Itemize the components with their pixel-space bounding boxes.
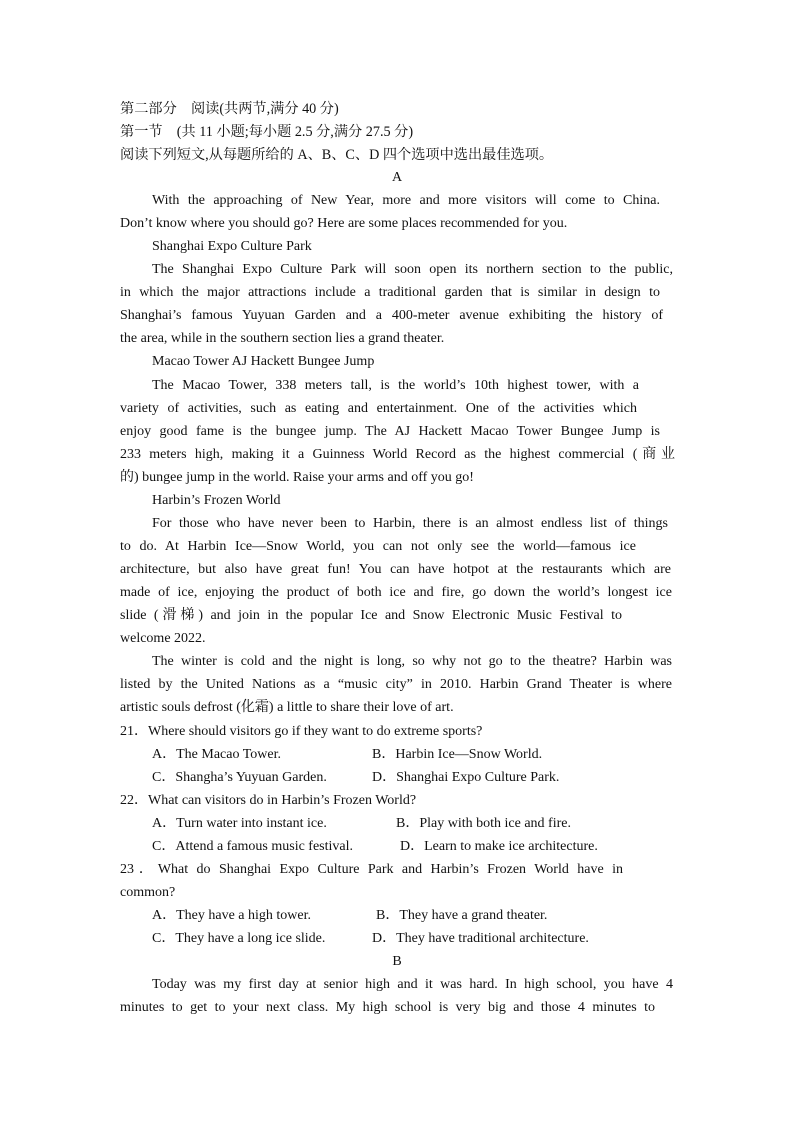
paragraph-line: in which the major attractions include a traditional garden that is similar in design to: [120, 285, 660, 300]
question-23-option-b: B．They have a grand theater.: [376, 908, 548, 923]
section-title-shanghai: Shanghai Expo Culture Park: [152, 239, 312, 254]
section-heading: 第一节 (共 11 小题;每小题 2.5 分,满分 27.5 分): [120, 124, 414, 140]
question-21-option-b: B．Harbin Ice—Snow World.: [372, 747, 543, 762]
question-23-stem-cont: common?: [120, 885, 176, 900]
paragraph-line: made of ice, enjoying the product of both ice and fire, go down the world’s longest ice: [120, 585, 672, 600]
paragraph-line: The Macao Tower, 338 meters tall, is the world’s 10th highest tower, with a: [152, 378, 639, 393]
section-title-harbin: Harbin’s Frozen World: [152, 493, 281, 508]
paragraph-line: artistic souls defrost (化霜) a little to share their love of art.: [120, 700, 454, 715]
paragraph-line: minutes to get to your next class. My high school is very big and those 4 minutes to: [120, 1000, 655, 1015]
question-21-option-d: D．Shanghai Expo Culture Park.: [372, 770, 560, 785]
question-23-option-c: C．They have a long ice slide.: [152, 931, 326, 946]
question-21-stem: 21．Where should visitors go if they want to do extreme sports?: [120, 724, 483, 739]
instruction-text: 阅读下列短文,从每题所给的 A、B、C、D 四个选项中选出最佳选项。: [120, 147, 554, 163]
paragraph-line: welcome 2022.: [120, 631, 206, 646]
paragraph-line: slide (滑梯) and join in the popular Ice and Snow Electronic Music Festival to: [120, 608, 622, 623]
paragraph-line: the area, while in the southern section lies a grand theater.: [120, 331, 445, 346]
paragraph-line: enjoy good fame is the bungee jump. The AJ Hackett Macao Tower Bungee Jump is: [120, 424, 660, 439]
section-title-macao: Macao Tower AJ Hackett Bungee Jump: [152, 354, 375, 369]
passage-a-label: A: [391, 170, 403, 185]
question-23-stem: 23．What do Shanghai Expo Culture Park and Harbin’s Frozen World have in: [120, 862, 623, 877]
paragraph-line: 233 meters high, making it a Guinness World Record as the highest commercial (商业: [120, 447, 675, 462]
question-21-option-c: C．Shangha’s Yuyuan Garden.: [152, 770, 327, 785]
paragraph-line: listed by the United Nations as a “music city” in 2010. Harbin Grand Theater is where: [120, 677, 672, 692]
paragraph-line: The Shanghai Expo Culture Park will soon open its northern section to the public,: [152, 262, 673, 277]
question-22-option-c: C．Attend a famous music festival.: [152, 839, 354, 854]
paragraph-line: For those who have never been to Harbin, there is an almost endless list of things: [152, 516, 668, 531]
question-23-option-a: A．They have a high tower.: [152, 908, 312, 923]
question-22-option-d: D．Learn to make ice architecture.: [400, 839, 598, 854]
question-22-option-b: B．Play with both ice and fire.: [396, 816, 571, 831]
paragraph-line: Today was my first day at senior high and it was hard. In high school, you have 4: [152, 977, 673, 992]
paragraph-line: architecture, but also have great fun! You can have hotpot at the restaurants which are: [120, 562, 671, 577]
passage-b-label: B: [392, 954, 402, 969]
paragraph-line: Shanghai’s famous Yuyuan Garden and a 400-meter avenue exhibiting the history of: [120, 308, 663, 323]
question-21-option-a: A．The Macao Tower.: [152, 747, 282, 762]
paragraph-line: to do. At Harbin Ice—Snow World, you can not only see the world—famous ice: [120, 539, 636, 554]
question-23-option-d: D．They have traditional architecture.: [372, 931, 589, 946]
paragraph-line: The winter is cold and the night is long, so why not go to the theatre? Harbin was: [152, 654, 672, 669]
question-22-stem: 22．What can visitors do in Harbin’s Frozen World?: [120, 793, 417, 808]
question-22-option-a: A．Turn water into instant ice.: [152, 816, 327, 831]
part-heading: 第二部分 阅读(共两节,满分 40 分): [120, 101, 339, 117]
paragraph-line: 的) bungee jump in the world. Raise your arms and off you go!: [120, 470, 474, 485]
paragraph-line: variety of activities, such as eating and entertainment. One of the activities which: [120, 401, 637, 416]
paragraph-line: With the approaching of New Year, more and more visitors will come to China.: [152, 193, 660, 208]
paragraph-line: Don’t know where you should go? Here are some places recommended for you.: [120, 216, 568, 231]
